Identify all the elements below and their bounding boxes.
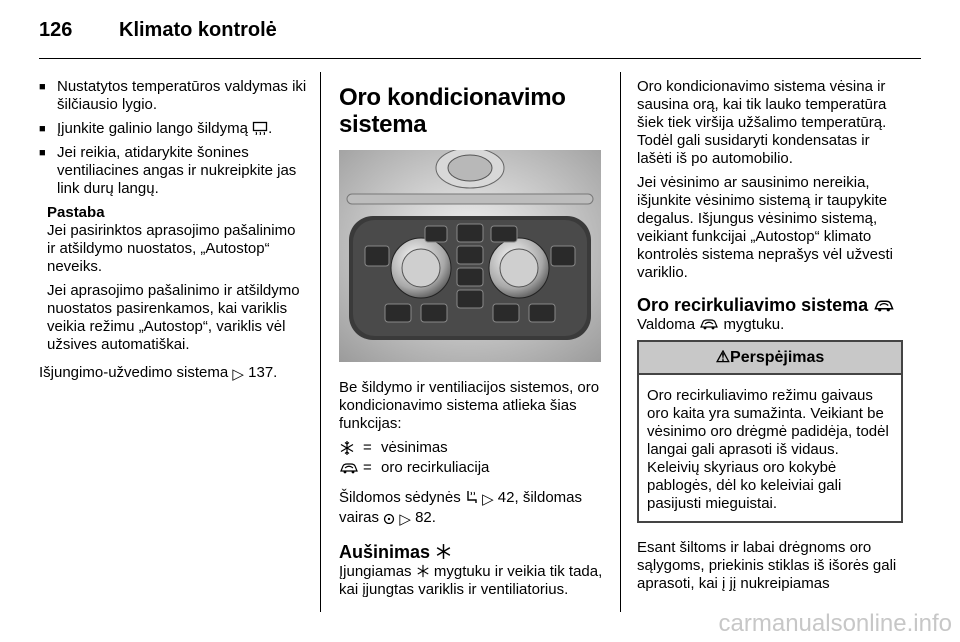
section-title: Oro kondicionavimo sistema: [339, 84, 566, 138]
note-paragraph: Jei aprasojimo pašalinimo ir atšildymo nuostatos pasirenkamos, kai variklis veikia režimu „Autostop“, variklis vėl užsives automatiškai.: [47, 282, 300, 353]
warning-box: [637, 340, 903, 523]
note-title: Pastaba: [47, 204, 105, 221]
page-reference-arrow-icon: ▷: [232, 366, 244, 383]
recirculation-paragraph: Valdoma mygtuku.: [637, 316, 785, 333]
header-divider: [39, 58, 921, 59]
heated-steering-wheel-icon: [383, 512, 395, 524]
page-reference-arrow-icon: ▷: [482, 491, 494, 508]
climate-control-panel-photo: [339, 150, 601, 362]
snowflake-icon: [435, 543, 452, 560]
cross-reference: Išjungimo-užvedimo sistema ▷ 137.: [39, 364, 278, 383]
watermark: carmanualsonline.info: [718, 610, 952, 637]
seat-heating-paragraph: Šildomos sėdynės ▷ 42, šildomas vairas ▷ 82.: [339, 489, 583, 528]
symbol-row: = vėsinimas: [339, 439, 603, 457]
cooling-heading: Aušinimas: [339, 543, 603, 561]
bullet-list: [39, 78, 307, 198]
car-recirculation-icon: [699, 317, 719, 331]
warning-text: Oro recirkuliavimo režimu gaivaus oro kaita yra sumažinta. Veikiant be vėsinimo oro drėgmė padidėja, todėl langai gali aprasoti iš vidaus. Keleivių skyriaus oro kokybė pablogės, dėl ko keleiviai gali pasijusti mieguistai.: [647, 387, 889, 512]
recirculation-heading: Oro recirkuliavimo sistema: [637, 296, 903, 314]
snowflake-icon: [416, 564, 430, 578]
rear-window-heating-icon: [252, 121, 268, 135]
column-left: [39, 78, 307, 390]
paragraph: Oro kondicionavimo sistema vėsina ir sausina orą, kai tik lauko temperatūra šiek tiek viršija užšalimo temperatūrą. Todėl gali susidaryti kondensatas ir lašėti iš po automobilio.: [637, 78, 887, 167]
page-number: 126: [39, 19, 73, 41]
paragraph: Jei vėsinimo ar sausinimo nereikia, išjunkite vėsinimo sistemą ir taupykite degalus. Išjungus vėsinimo sistemą, veikiant funkcijai „Autostop“ klimato kontrolės sistema neprašys vėl užvesti variklio.: [637, 174, 893, 281]
column-divider: [320, 72, 321, 612]
warning-triangle-icon: ⚠: [715, 349, 731, 366]
note-box: [47, 204, 307, 354]
heated-seat-icon: [465, 490, 478, 504]
symbol-label: oro recirkuliacija: [381, 459, 490, 476]
snowflake-icon: [339, 440, 355, 456]
list-item: ■ Jei reikia, atidarykite šonines ventiliacines angas ir nukreipkite jas link durų langų.: [39, 144, 307, 198]
warning-header: ⚠Perspėjimas: [639, 342, 901, 375]
intro-paragraph: Be šildymo ir ventiliacijos sistemos, oro kondicionavimo sistema atlieka šias funkcijas:: [339, 379, 600, 432]
car-recirculation-icon: [339, 461, 359, 475]
column-divider: [620, 72, 621, 612]
chapter-title: Klimato kontrolė: [119, 19, 277, 41]
warning-body: [639, 375, 901, 521]
page-header: [39, 0, 919, 56]
cooling-paragraph: Įjungiamas mygtuku ir veikia tik tada, kai įjungtas variklis ir ventiliatorius.: [339, 563, 603, 598]
paragraph: Esant šiltoms ir labai drėgnoms oro sąlygoms, priekinis stiklas iš išorės gali aprasoti, kai į jį nukreipiamas: [637, 539, 897, 592]
list-item: ■ Nustatytos temperatūros valdymas iki šilčiausio lygio.: [39, 78, 307, 114]
page-reference-arrow-icon: ▷: [399, 511, 411, 528]
list-item: ■ Įjunkite galinio lango šildymą .: [39, 120, 307, 138]
column-middle: [339, 78, 603, 605]
car-recirculation-icon: [873, 298, 895, 313]
column-right: [637, 78, 903, 599]
symbol-label: vėsinimas: [381, 439, 448, 456]
note-paragraph: Jei pasirinktos aprasojimo pašalinimo ir atšildymo nuostatos, „Autostop“ neveiks.: [47, 222, 296, 275]
symbol-row: = oro recirkuliacija: [339, 459, 603, 477]
